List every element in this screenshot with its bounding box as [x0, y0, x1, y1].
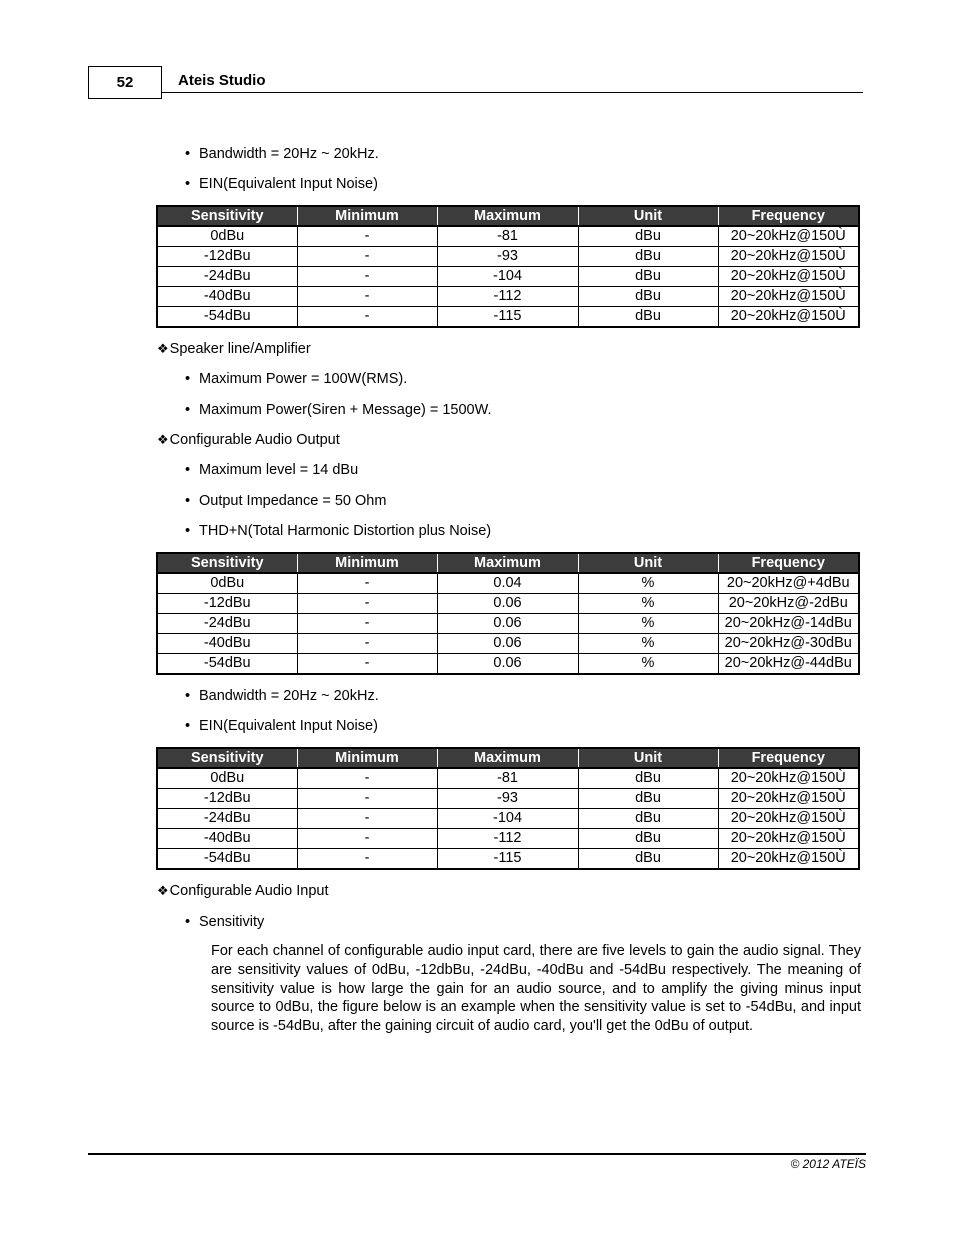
table-cell: 0dBu [157, 573, 297, 594]
bullet-sensitivity: • Sensitivity [185, 914, 264, 930]
sensitivity-paragraph: For each channel of configurable audio input card, there are five levels to gain the audio signal. They are sensitivity values of 0dBu, -12dbBu, -24dBu, -40dBu and -54dBu respectively. The meaning of sensitivity value is how large the gain for an audio source, and to amplify the giving minus input source to 0dBu, the figure below is an example when the sensitivity value is set to -54dBu, and input source is -54dBu, after the gaining circuit of audio card, you'll get the 0dBu of output. [211, 943, 861, 1035]
table-row [157, 789, 859, 809]
column-header: Minimum [297, 206, 437, 226]
table-cell: 20~20kHz@150Ù [718, 768, 859, 789]
bullet-ein: • EIN(Equivalent Input Noise) [185, 718, 378, 734]
footer-divider [88, 1153, 866, 1155]
table-cell: % [578, 594, 718, 614]
column-header: Unit [578, 206, 718, 226]
table-cell: 20~20kHz@-2dBu [718, 594, 859, 614]
column-header: Sensitivity [157, 553, 297, 573]
column-header: Frequency [718, 206, 859, 226]
table-cell: 20~20kHz@-14dBu [718, 614, 859, 634]
table-cell: -93 [437, 247, 578, 267]
bullet-thdn: • THD+N(Total Harmonic Distortion plus Noise) [185, 523, 491, 539]
table-cell: dBu [578, 768, 718, 789]
section-heading: Configurable Audio Input [169, 883, 329, 899]
table-cell: dBu [578, 307, 718, 328]
column-header: Unit [578, 553, 718, 573]
table-cell: dBu [578, 287, 718, 307]
table-cell: dBu [578, 267, 718, 287]
table-cell: 20~20kHz@150Ù [718, 267, 859, 287]
table-cell: dBu [578, 789, 718, 809]
table-cell: 0.06 [437, 634, 578, 654]
diamond-bullet-icon: ❖ [157, 341, 169, 356]
table-row [157, 829, 859, 849]
copyright: © 2012 ATEÏS [790, 1157, 866, 1171]
table-cell: -54dBu [157, 654, 297, 675]
table-row [157, 307, 859, 328]
table-cell: 20~20kHz@+4dBu [718, 573, 859, 594]
table-cell: -24dBu [157, 809, 297, 829]
table-cell: -112 [437, 287, 578, 307]
diamond-bullet-icon: ❖ [157, 883, 169, 898]
table-cell: % [578, 654, 718, 675]
table-row [157, 247, 859, 267]
table-row [157, 809, 859, 829]
table-cell: -24dBu [157, 267, 297, 287]
header-divider [162, 92, 863, 93]
table-cell: - [297, 768, 437, 789]
table-cell: -24dBu [157, 614, 297, 634]
table-cell: 0.06 [437, 654, 578, 675]
section-heading: Speaker line/Amplifier [169, 341, 311, 357]
table-cell: 20~20kHz@150Ù [718, 809, 859, 829]
table-cell: 20~20kHz@150Ù [718, 247, 859, 267]
table-cell: 20~20kHz@150Ù [718, 849, 859, 870]
bullet-bandwidth: • Bandwidth = 20Hz ~ 20kHz. [185, 146, 379, 162]
table-cell: - [297, 829, 437, 849]
column-header: Maximum [437, 206, 578, 226]
table-cell: dBu [578, 809, 718, 829]
table-row [157, 634, 859, 654]
section-audio-input [157, 883, 328, 899]
bullet-bandwidth: • Bandwidth = 20Hz ~ 20kHz. [185, 688, 379, 704]
bullet-output-impedance: • Output Impedance = 50 Ohm [185, 493, 386, 509]
column-header: Maximum [437, 748, 578, 768]
table-cell: -40dBu [157, 287, 297, 307]
table-row [157, 768, 859, 789]
table-row [157, 267, 859, 287]
table-cell: -112 [437, 829, 578, 849]
column-header: Sensitivity [157, 206, 297, 226]
bullet-max-level: • Maximum level = 14 dBu [185, 462, 358, 478]
table-row [157, 573, 859, 594]
column-header: Frequency [718, 748, 859, 768]
table-cell: - [297, 634, 437, 654]
table-cell: -40dBu [157, 829, 297, 849]
table-cell: - [297, 267, 437, 287]
thdn-table [156, 552, 860, 675]
table-cell: 0.06 [437, 614, 578, 634]
column-header: Minimum [297, 553, 437, 573]
table-cell: -12dBu [157, 789, 297, 809]
column-header: Unit [578, 748, 718, 768]
table-cell: - [297, 307, 437, 328]
table-cell: dBu [578, 247, 718, 267]
table-cell: dBu [578, 849, 718, 870]
table-cell: - [297, 809, 437, 829]
table-cell: 20~20kHz@150Ù [718, 287, 859, 307]
section-heading: Configurable Audio Output [169, 432, 340, 448]
column-header: Frequency [718, 553, 859, 573]
table-cell: -93 [437, 789, 578, 809]
table-cell: - [297, 654, 437, 675]
table-cell: - [297, 573, 437, 594]
section-speaker-line [157, 341, 311, 357]
table-cell: -54dBu [157, 849, 297, 870]
table-cell: 0.04 [437, 573, 578, 594]
table-cell: 20~20kHz@150Ù [718, 789, 859, 809]
table-header-row [157, 748, 859, 768]
table-cell: % [578, 614, 718, 634]
ein-table-1 [156, 205, 860, 328]
table-row [157, 654, 859, 675]
ein-table-2 [156, 747, 860, 870]
column-header: Sensitivity [157, 748, 297, 768]
table-header-row [157, 553, 859, 573]
bullet-max-power: • Maximum Power = 100W(RMS). [185, 371, 407, 387]
table-cell: - [297, 287, 437, 307]
table-cell: % [578, 634, 718, 654]
table-row [157, 287, 859, 307]
bullet-ein: • EIN(Equivalent Input Noise) [185, 176, 378, 192]
table-cell: 20~20kHz@150Ù [718, 226, 859, 247]
column-header: Minimum [297, 748, 437, 768]
diamond-bullet-icon: ❖ [157, 432, 169, 447]
table-cell: 20~20kHz@-44dBu [718, 654, 859, 675]
table-cell: 20~20kHz@150Ù [718, 307, 859, 328]
document-title: Ateis Studio [178, 72, 266, 89]
bullet-max-power-siren: • Maximum Power(Siren + Message) = 1500W. [185, 402, 492, 418]
table-cell: -115 [437, 307, 578, 328]
table-cell: -115 [437, 849, 578, 870]
column-header: Maximum [437, 553, 578, 573]
table-cell: 0dBu [157, 768, 297, 789]
table-cell: 0.06 [437, 594, 578, 614]
table-cell: -81 [437, 768, 578, 789]
table-cell: -104 [437, 267, 578, 287]
table-cell: -40dBu [157, 634, 297, 654]
table-cell: - [297, 247, 437, 267]
table-cell: - [297, 226, 437, 247]
table-cell: -104 [437, 809, 578, 829]
table-cell: 20~20kHz@150Ù [718, 829, 859, 849]
table-cell: -81 [437, 226, 578, 247]
table-cell: 0dBu [157, 226, 297, 247]
table-header-row [157, 206, 859, 226]
table-cell: dBu [578, 226, 718, 247]
table-row [157, 226, 859, 247]
table-row [157, 614, 859, 634]
table-cell: -54dBu [157, 307, 297, 328]
table-cell: -12dBu [157, 247, 297, 267]
table-row [157, 849, 859, 870]
table-cell: -12dBu [157, 594, 297, 614]
table-row [157, 594, 859, 614]
table-cell: - [297, 614, 437, 634]
table-cell: % [578, 573, 718, 594]
section-audio-output [157, 432, 340, 448]
table-cell: dBu [578, 829, 718, 849]
table-cell: 20~20kHz@-30dBu [718, 634, 859, 654]
page-number: 52 [88, 66, 162, 99]
table-cell: - [297, 789, 437, 809]
table-cell: - [297, 849, 437, 870]
table-cell: - [297, 594, 437, 614]
